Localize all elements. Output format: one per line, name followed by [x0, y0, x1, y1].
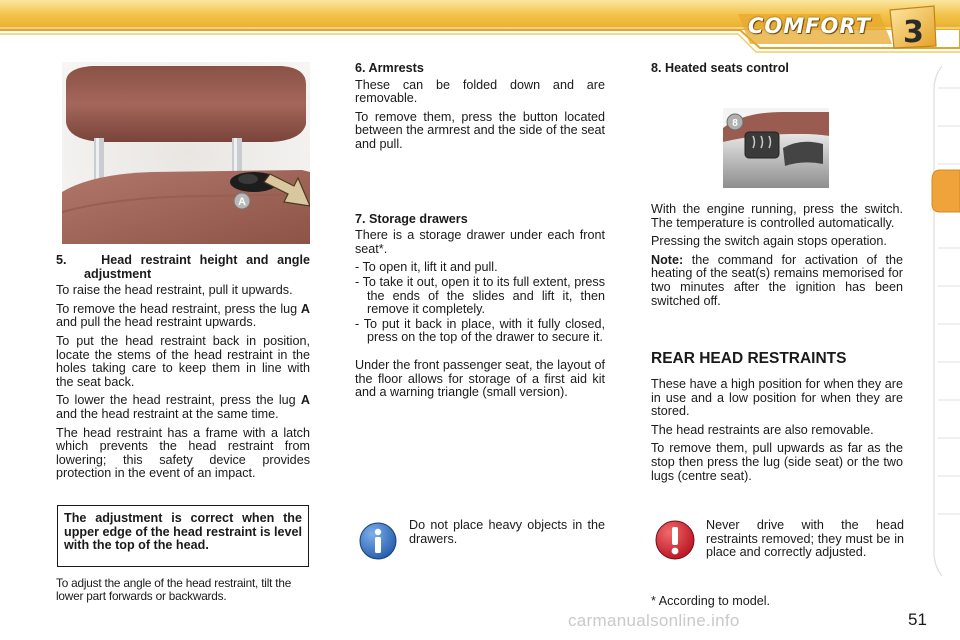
- paragraph-refit: To put the head restraint back in position, locate the stems of the head restraint in the holes taking care to keep them in line with the seat back.: [56, 333, 310, 389]
- list-item: - To take it out, open it to its full extent, press the ends of the slides and lift it, then remove it completely.: [355, 276, 605, 317]
- paragraph-heated-note: Note: the command for activation of the heating of the seat(s) remains memorised for two minutes after the ignition has been switched off.: [651, 252, 903, 308]
- alert-note: Never drive with the head restraints removed; they must be in place and correctly adjusted.: [706, 518, 904, 560]
- watermark: carmanualsonline.info: [568, 611, 740, 630]
- adjustment-box: The adjustment is correct when the upper edge of the head restraint is level with the top of the head.: [57, 505, 309, 567]
- column-head-restraint: [56, 254, 310, 486]
- list-item: - To open it, lift it and pull.: [355, 261, 605, 275]
- photo-label-8: 8: [732, 118, 738, 129]
- page-header: [0, 0, 960, 56]
- paragraph-heated-stop: Pressing the switch again stops operation.: [651, 234, 887, 249]
- paragraph-armrests-fold: These can be folded down and are removable.: [355, 77, 605, 106]
- paragraph-latch: The head restraint has a frame with a latch which prevents the head restraint from lowering; this safety device provides protection in the event of an impact.: [56, 425, 310, 481]
- heading-head-restraint: 5. Head restraint height and angle adjustment: [56, 253, 310, 281]
- storage-steps-list: [355, 261, 605, 345]
- paragraph-remove: To remove the head restraint, press the lug A and pull the head restraint upwards.: [56, 301, 310, 330]
- rear-head-restraints-text: [651, 378, 903, 488]
- photo-label-a: A: [238, 196, 246, 208]
- heated-seat-switch-photo: [723, 108, 829, 188]
- paragraph-armrests-remove: To remove them, press the button located between the armrest and the side of the seat and pull.: [355, 109, 605, 151]
- chapter-title: COMFORT: [748, 14, 871, 38]
- info-icon: [358, 521, 398, 561]
- column-heated-seats: [651, 62, 903, 79]
- paragraph-first-aid: Under the front passenger seat, the layout of the floor allows for storage of a first aid kit and a warning triangle (small version).: [355, 357, 605, 400]
- paragraph-lower: To lower the head restraint, press the lug A and the head restraint at the same time.: [56, 393, 310, 421]
- paragraph-rear-positions: These have a high position for when they are in use and a low position for when they are stored.: [651, 377, 903, 419]
- heading-storage-drawers: 7. Storage drawers: [355, 211, 468, 226]
- exclamation-icon: [654, 519, 696, 561]
- paragraph-raise: To raise the head restraint, pull it upwards.: [56, 283, 293, 298]
- page-number: 51: [908, 610, 927, 629]
- paragraph-rear-removable: The head restraints are also removable.: [651, 422, 874, 437]
- paragraph-heated-switch: With the engine running, press the switch. The temperature is controlled automatically.: [651, 202, 903, 230]
- chapter-number: 3: [903, 15, 924, 50]
- chapter-tab-strip[interactable]: [928, 66, 960, 576]
- list-item: - To put it back in place, with it fully closed, press on the top of the drawer to secure it.: [355, 318, 605, 345]
- heading-armrests: 6. Armrests: [355, 61, 424, 75]
- angle-caption: To adjust the angle of the head restraint, tilt the lower part forwards or backwards.: [56, 576, 292, 603]
- column-armrests-storage: [355, 62, 605, 405]
- section-title-rear-head-restraints: REAR HEAD RESTRAINTS: [651, 350, 847, 367]
- paragraph-rear-remove: To remove them, pull upwards as far as the stop then press the lug (side seat) or the two lugs (centre seat).: [651, 441, 903, 483]
- info-note: Do not place heavy objects in the drawers.: [409, 518, 605, 546]
- footnote: * According to model.: [651, 594, 771, 608]
- heading-heated-seats: 8. Heated seats control: [651, 61, 789, 75]
- heated-seats-text: [651, 203, 903, 313]
- spacer: [355, 157, 605, 213]
- paragraph-storage-intro: There is a storage drawer under each front seat*.: [355, 228, 605, 256]
- head-restraint-photo: [62, 62, 310, 244]
